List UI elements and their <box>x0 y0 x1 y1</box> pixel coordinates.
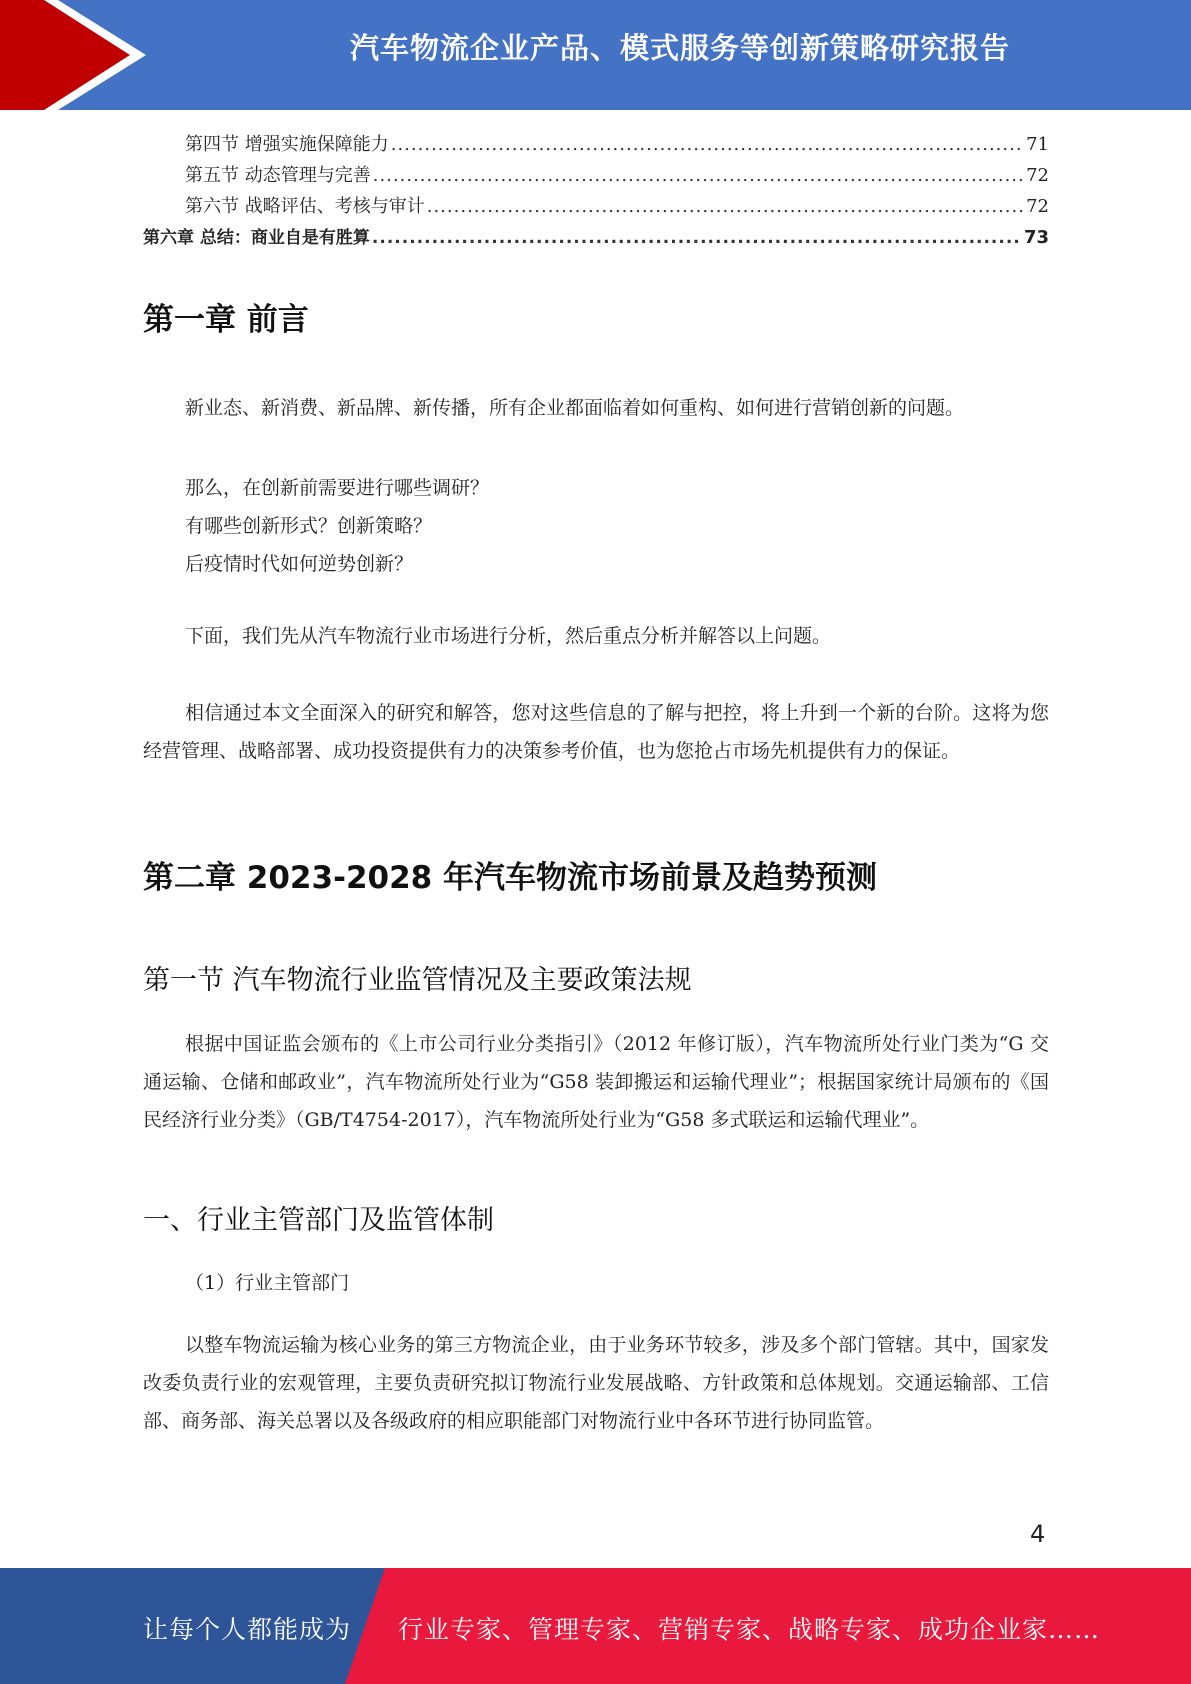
toc-entry-label: 第六章 总结：商业自是有胜算 <box>143 228 370 248</box>
footer-banner <box>0 1568 1191 1684</box>
paragraph-regulation: 以整车物流运输为核心业务的第三方物流企业，由于业务环节较多，涉及多个部门管辖。其中，国家发改委负责行业的宏观管理，主要负责研究拟订物流行业发展战略、方针政策和总体规划。交通运输部、工信部、商务部、海关总署以及各级政府的相应职能部门对物流行业中各环节进行协同监管。 <box>143 1334 1049 1432</box>
table-of-contents <box>143 130 1049 254</box>
toc-entry-page: 72 <box>1026 196 1049 217</box>
toc-entry-label: 第五节 动态管理与完善 <box>185 165 371 186</box>
question-2: 有哪些创新形式？创新策略？ <box>185 515 433 537</box>
toc-leader-dots <box>372 228 1022 248</box>
toc-leader-dots <box>391 134 1024 155</box>
toc-entry[interactable] <box>143 192 1049 223</box>
report-title: 汽车物流企业产品、模式服务等创新策略研究报告 <box>349 31 1010 65</box>
toc-entry-page: 72 <box>1026 165 1049 186</box>
toc-entry[interactable] <box>143 161 1049 192</box>
section-1-heading: 第一节 汽车物流行业监管情况及主要政策法规 <box>143 965 692 996</box>
question-1: 那么，在创新前需要进行哪些调研？ <box>185 477 490 499</box>
question-3: 后疫情时代如何逆势创新？ <box>185 553 414 575</box>
paragraph-classification: 根据中国证监会颁布的《上市公司行业分类指引》（2012 年修订版），汽车物流所处行业门类为“G 交通运输、仓储和邮政业”，汽车物流所处行业为“G58 装卸搬运和运输代理业”；根据国家统计局颁布的《国民经济行业分类》（GB/T4754-2017），汽车物流所处行业为“G58 多式联运和运输代理业”。 <box>143 1033 1049 1131</box>
paragraph-analysis: 下面，我们先从汽车物流行业市场进行分析，然后重点分析并解答以上问题。 <box>185 625 832 647</box>
toc-leader-dots <box>427 196 1024 217</box>
header-arrow-icon <box>0 0 160 110</box>
chapter-1-heading: 第一章 前言 <box>143 302 309 338</box>
paragraph-intro: 新业态、新消费、新品牌、新传播，所有企业都面临着如何重构、如何进行营销创新的问题。 <box>185 397 965 419</box>
chapter-2-heading: 第二章 2023-2028 年汽车物流市场前景及趋势预测 <box>143 860 878 896</box>
toc-entry-page: 73 <box>1023 227 1049 248</box>
footer-slogan-right: 行业专家、管理专家、营销专家、战略专家、成功企业家…… <box>398 1615 1101 1644</box>
toc-entry-label: 第四节 增强实施保障能力 <box>185 134 389 155</box>
header-banner <box>0 0 1191 110</box>
page-number: 4 <box>1030 1520 1046 1548</box>
footer-slogan-left: 让每个人都能成为 <box>143 1615 352 1644</box>
toc-entry-page: 71 <box>1026 134 1049 155</box>
list-item-label: （1）行业主管部门 <box>185 1272 350 1294</box>
toc-entry[interactable] <box>143 130 1049 161</box>
toc-chapter-entry[interactable] <box>143 223 1049 254</box>
toc-leader-dots <box>373 165 1024 186</box>
subsection-heading: 一、行业主管部门及监管体制 <box>143 1205 494 1236</box>
paragraph-value: 相信通过本文全面深入的研究和解答，您对这些信息的了解与把控，将上升到一个新的台阶。这将为您经营管理、战略部署、成功投资提供有力的决策参考价值，也为您抢占市场先机提供有力的保证。 <box>143 702 1049 762</box>
toc-entry-label: 第六节 战略评估、考核与审计 <box>185 196 425 217</box>
